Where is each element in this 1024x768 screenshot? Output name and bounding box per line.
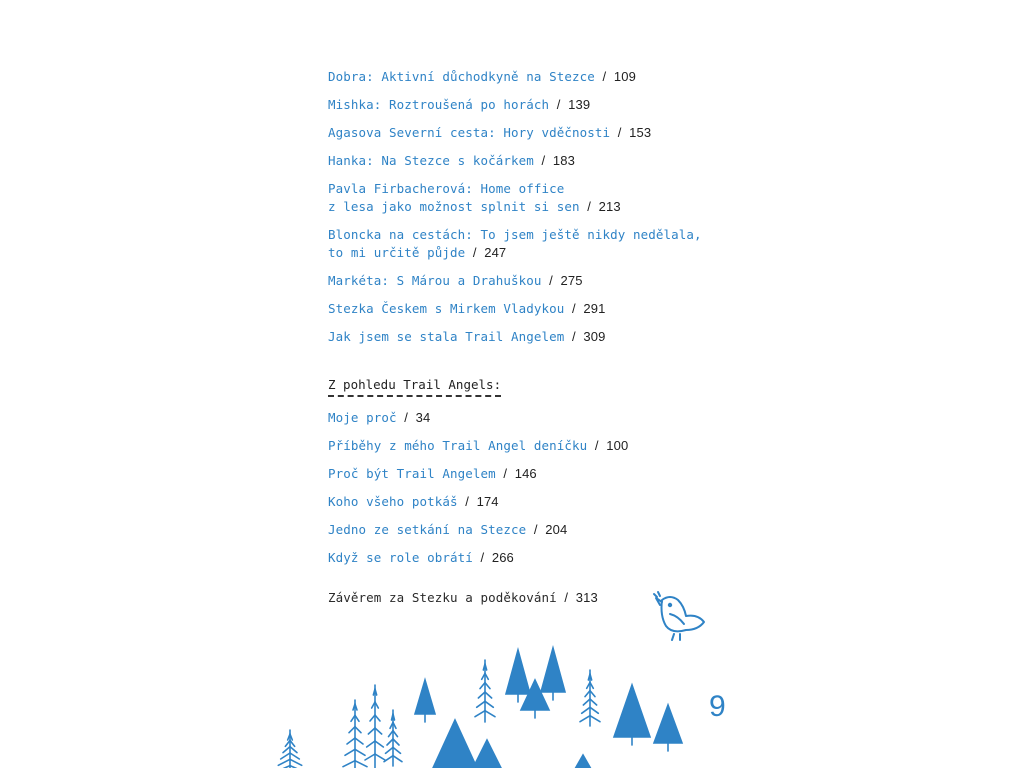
pine-forest-illustration [0,580,1024,768]
toc-entry-title: Moje proč [328,410,397,425]
section-heading: Z pohledu Trail Angels: [328,376,501,397]
toc-entry-page: 174 [476,494,499,509]
toc-entry-title: Agasova Severní cesta: Hory vděčnosti [328,125,611,140]
toc-entry-title: Markéta: S Márou a Drahuškou [328,273,542,288]
table-of-contents [328,68,748,617]
toc-separator: / [556,97,561,112]
pine-tree-icon [433,720,477,768]
toc-entry-title: Pavla Firbacherová: Home office z lesa jako možnost splnit si sen [328,181,580,214]
toc-entry[interactable] [328,549,748,567]
toc-separator: / [572,301,576,316]
toc-entry-title: Když se role obrátí [328,550,473,565]
toc-entry-page: 183 [552,153,575,168]
toc-entry-title: Bloncka na cestách: To jsem ještě nikdy nedělala, to mi určitě půjde [328,227,702,260]
toc-entry[interactable] [328,180,748,216]
toc-entry[interactable] [328,96,748,114]
pine-tree-icon [654,705,682,751]
toc-entry-page: 291 [583,301,606,316]
pine-tree-icon [541,648,565,700]
toc-entry-page: 34 [415,410,431,425]
pine-tree-icon [365,685,385,768]
pine-tree-icon [276,730,304,768]
pine-tree-icon [343,700,367,768]
pine-tree-icon [614,685,650,745]
toc-entry[interactable] [328,124,748,142]
toc-separator: / [617,125,622,140]
toc-entry-page: 247 [484,245,507,260]
toc-entry[interactable] [328,465,748,483]
toc-entry-title: Jak jsem se stala Trail Angelem [328,329,565,344]
toc-entry[interactable] [328,521,748,539]
toc-entry-title: Jedno ze setkání na Stezce [328,522,527,537]
toc-group-trail-angels [328,409,748,567]
toc-separator: / [465,494,469,509]
toc-entry[interactable] [328,409,748,427]
toc-entry[interactable] [328,437,748,455]
toc-entry[interactable] [328,328,748,346]
toc-entry[interactable] [328,152,748,170]
toc-separator: / [404,410,408,425]
toc-entry[interactable] [328,226,748,262]
toc-separator: / [480,550,485,565]
pine-tree-icon [580,670,600,726]
toc-entry-page: 204 [545,522,568,537]
toc-entry-title: Proč být Trail Angelem [328,466,496,481]
toc-entry-page: 313 [575,590,598,605]
page-number: 9 [709,690,726,723]
toc-separator: / [572,329,576,344]
toc-separator: / [472,245,477,260]
toc-entry-title: Koho všeho potkáš [328,494,458,509]
pine-tree-icon [384,710,402,766]
toc-separator: / [602,69,607,84]
toc-separator: / [503,466,508,481]
toc-entry-title: Příběhy z mého Trail Angel deníčku [328,438,588,453]
toc-entry-page: 100 [606,438,629,453]
toc-entry[interactable] [328,272,748,290]
toc-separator: / [549,273,553,288]
toc-separator: / [594,438,599,453]
pine-tree-icon [506,650,530,702]
toc-entry-title: Dobra: Aktivní důchodkyně na Stezce [328,69,595,84]
toc-entry[interactable] [328,68,748,86]
toc-entry-page: 153 [629,125,652,140]
toc-entry-page: 266 [491,550,514,565]
pine-tree-icon [575,755,591,768]
toc-entry-title: Stezka Českem s Mirkem Vladykou [328,301,565,316]
toc-entry-page: 109 [613,69,636,84]
toc-entry-page: 146 [514,466,537,481]
toc-separator: / [564,590,569,605]
toc-entry-page: 309 [583,329,606,344]
toc-entry-title: Hanka: Na Stezce s kočárkem [328,153,534,168]
toc-entry-page: 213 [598,199,621,214]
toc-entry-title: Mishka: Roztroušená po horách [328,97,550,112]
toc-entry-page: 139 [568,97,591,112]
toc-separator: / [587,199,592,214]
toc-entry[interactable] [328,300,748,318]
toc-entry-page: 275 [560,273,583,288]
toc-separator: / [533,522,538,537]
toc-separator: / [541,153,546,168]
pine-tree-icon [415,680,435,722]
pine-tree-icon [475,660,495,722]
toc-entry[interactable] [328,493,748,511]
toc-entry-title: Závěrem za Stezku a poděkování [328,590,557,605]
toc-group-stories [328,68,748,346]
pine-tree-icon [473,740,501,768]
